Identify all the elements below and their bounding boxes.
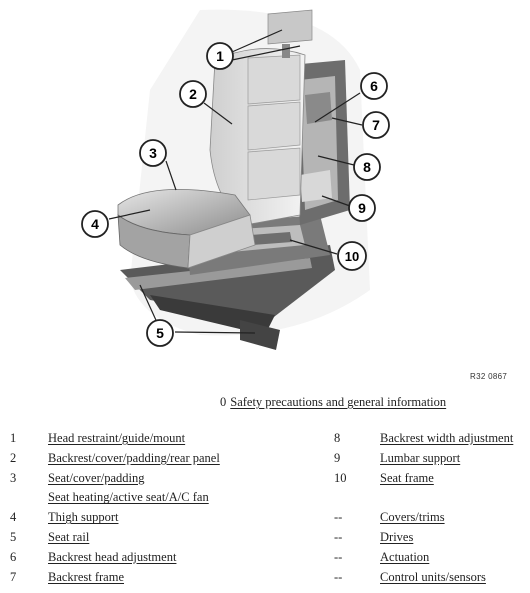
legend-row — [334, 530, 524, 550]
backrest-cutaway — [248, 55, 300, 200]
safety-link[interactable]: Safety precautions and general information — [230, 395, 447, 409]
legend-link[interactable]: Backrest frame — [48, 569, 125, 584]
legend-row — [10, 530, 310, 550]
svg-text:10: 10 — [344, 249, 360, 264]
callout-8 — [354, 154, 380, 180]
legend-row — [10, 550, 310, 570]
legend-number: -- — [334, 569, 343, 584]
legend-link[interactable]: Lumbar support — [380, 450, 461, 465]
legend-row — [334, 570, 524, 590]
legend-link[interactable]: Drives — [380, 529, 414, 544]
svg-text:4: 4 — [91, 216, 99, 232]
safety-reference[interactable] — [220, 395, 446, 410]
callout-6 — [361, 73, 387, 99]
legend-link[interactable]: Seat frame — [380, 470, 434, 485]
svg-text:5: 5 — [156, 325, 164, 341]
legend-row — [10, 510, 310, 530]
legend-row — [10, 570, 310, 590]
legend-row — [334, 471, 524, 491]
legend-row — [10, 451, 310, 471]
legend-link[interactable]: Backrest width adjustment — [380, 431, 514, 445]
legend-link[interactable]: Backrest/cover/padding/rear panel — [48, 450, 220, 465]
legend-left — [10, 431, 310, 589]
legend-row — [334, 451, 524, 471]
svg-text:9: 9 — [358, 200, 366, 216]
callout-10 — [338, 242, 366, 270]
legend-number: 7 — [10, 569, 17, 584]
callout-5 — [147, 320, 173, 346]
legend-number: 9 — [334, 450, 341, 465]
legend-link[interactable]: Covers/trims — [380, 510, 445, 525]
legend-number: -- — [334, 510, 343, 525]
callout-2 — [180, 81, 206, 107]
legend-number: 8 — [334, 431, 341, 445]
callout-7 — [363, 112, 389, 138]
svg-text:1: 1 — [216, 48, 224, 64]
legend-row — [10, 471, 310, 491]
legend-link[interactable]: Control units/sensors — [380, 569, 486, 584]
legend-row — [10, 490, 310, 510]
callout-1 — [207, 43, 233, 69]
callout-4 — [82, 211, 108, 237]
callout-9 — [349, 195, 375, 221]
legend-number: 10 — [334, 470, 347, 485]
legend-right — [334, 431, 524, 589]
legend-number: 2 — [10, 450, 17, 465]
legend-number: 3 — [10, 470, 17, 485]
legend-number: 4 — [10, 510, 17, 525]
legend-link[interactable]: Actuation — [380, 549, 430, 564]
svg-text:6: 6 — [370, 78, 378, 94]
svg-text:8: 8 — [363, 159, 371, 175]
legend-row — [334, 550, 524, 570]
figure-code: R32 0867 — [470, 372, 508, 381]
legend-link[interactable]: Thigh support — [48, 510, 119, 525]
legend-link[interactable]: Seat rail — [48, 529, 90, 544]
safety-number: 0 — [220, 395, 227, 409]
svg-text:2: 2 — [189, 86, 197, 102]
legend-number: -- — [334, 549, 343, 564]
legend-row — [10, 431, 310, 451]
svg-text:7: 7 — [372, 117, 380, 133]
legend-link[interactable]: Head restraint/guide/mount — [48, 431, 186, 445]
legend-link[interactable]: Backrest head adjustment — [48, 549, 177, 564]
legend-number: -- — [334, 529, 343, 544]
legend-number: 1 — [10, 431, 17, 445]
callout-3 — [140, 140, 166, 166]
legend-link[interactable]: Seat heating/active seat/A/C fan — [48, 490, 209, 505]
legend-link[interactable]: Seat/cover/padding — [48, 470, 145, 485]
legend-number: 5 — [10, 529, 17, 544]
legend-number: 6 — [10, 549, 17, 564]
legend-row — [334, 490, 524, 530]
legend-row — [334, 431, 524, 451]
svg-text:3: 3 — [149, 145, 157, 161]
